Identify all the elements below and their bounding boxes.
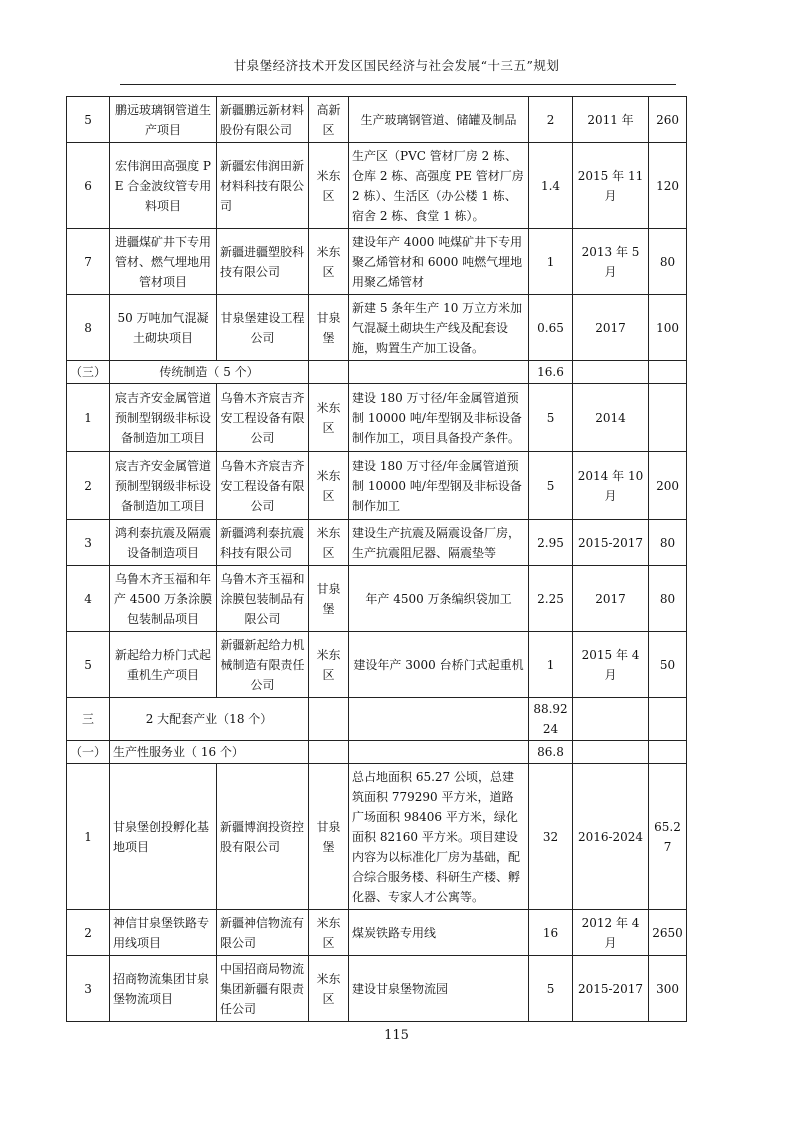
cell-location xyxy=(309,741,349,764)
cell-no: 3 xyxy=(67,956,110,1022)
cell-time: 2017 xyxy=(573,295,649,361)
cell-content xyxy=(349,361,529,384)
cell-company: 新疆鸿利泰抗震科技有限公司 xyxy=(217,520,309,566)
cell-area xyxy=(649,384,687,452)
cell-investment: 2.95 xyxy=(529,520,573,566)
cell-project-name: 乌鲁木齐玉福和年产 4500 万条涂膜包装制品项目 xyxy=(110,566,217,632)
cell-project-name: 神信甘泉堡铁路专用线项目 xyxy=(110,910,217,956)
table-row xyxy=(67,229,687,295)
cell-area: 300 xyxy=(649,956,687,1022)
cell-no: 5 xyxy=(67,632,110,698)
cell-project-name: 新起给力桥门式起重机生产项目 xyxy=(110,632,217,698)
cell-time xyxy=(573,361,649,384)
cell-investment: 5 xyxy=(529,384,573,452)
cell-time: 2011 年 xyxy=(573,97,649,143)
cell-content: 建设年产 3000 台桥门式起重机 xyxy=(349,632,529,698)
table-row xyxy=(67,520,687,566)
cell-investment: 5 xyxy=(529,956,573,1022)
cell-investment: 1.4 xyxy=(529,143,573,229)
cell-area: 80 xyxy=(649,566,687,632)
cell-no: 4 xyxy=(67,566,110,632)
cell-location: 米东区 xyxy=(309,384,349,452)
cell-company: 甘泉堡建设工程公司 xyxy=(217,295,309,361)
cell-investment: 2.25 xyxy=(529,566,573,632)
cell-time: 2014 xyxy=(573,384,649,452)
cell-company: 新疆博润投资控股有限公司 xyxy=(217,764,309,910)
page-header-title: 甘泉堡经济技术开发区国民经济与社会发展“十三五”规划 xyxy=(233,58,560,73)
cell-area: 65.27 xyxy=(649,764,687,910)
section-number: （一） xyxy=(67,741,110,764)
cell-company: 新疆进疆塑胶科技有限公司 xyxy=(217,229,309,295)
cell-investment: 2 xyxy=(529,97,573,143)
cell-location: 米东区 xyxy=(309,910,349,956)
cell-content: 新建 5 条年生产 10 万立方米加气混凝土砌块生产线及配套设施，购置生产加工设备。 xyxy=(349,295,529,361)
cell-area: 2650 xyxy=(649,910,687,956)
cell-time: 2015 年 4 月 xyxy=(573,632,649,698)
cell-location: 米东区 xyxy=(309,956,349,1022)
cell-no: 5 xyxy=(67,97,110,143)
cell-no: 1 xyxy=(67,384,110,452)
cell-location: 米东区 xyxy=(309,229,349,295)
cell-company: 乌鲁木齐宸吉齐安工程设备有限公司 xyxy=(217,452,309,520)
cell-area: 50 xyxy=(649,632,687,698)
cell-no: 7 xyxy=(67,229,110,295)
cell-no: 1 xyxy=(67,764,110,910)
section-investment: 86.8 xyxy=(529,741,573,764)
cell-company: 乌鲁木齐宸吉齐安工程设备有限公司 xyxy=(217,384,309,452)
section-row xyxy=(67,698,687,741)
cell-time: 2015 年 11 月 xyxy=(573,143,649,229)
cell-location: 甘泉堡 xyxy=(309,566,349,632)
cell-time xyxy=(573,741,649,764)
cell-content: 建设甘泉堡物流园 xyxy=(349,956,529,1022)
cell-area: 80 xyxy=(649,229,687,295)
cell-location: 甘泉堡 xyxy=(309,295,349,361)
section-title: 生产性服务业（ 16 个） xyxy=(110,741,309,764)
cell-content: 建设 180 万寸径/年金属管道预制 10000 吨/年型钢及非标设备制作加工，项目具备投产条件。 xyxy=(349,384,529,452)
cell-investment: 5 xyxy=(529,452,573,520)
cell-area: 100 xyxy=(649,295,687,361)
cell-project-name: 50 万吨加气混凝土砌块项目 xyxy=(110,295,217,361)
cell-project-name: 甘泉堡创投孵化基地项目 xyxy=(110,764,217,910)
cell-content: 煤炭铁路专用线 xyxy=(349,910,529,956)
cell-area xyxy=(649,361,687,384)
cell-content xyxy=(349,698,529,741)
cell-time: 2015-2017 xyxy=(573,520,649,566)
cell-investment: 16 xyxy=(529,910,573,956)
cell-company: 新疆鹏远新材料股份有限公司 xyxy=(217,97,309,143)
cell-investment: 1 xyxy=(529,632,573,698)
cell-no: 2 xyxy=(67,452,110,520)
cell-project-name: 宸吉齐安金属管道预制型钢级非标设备制造加工项目 xyxy=(110,384,217,452)
cell-area xyxy=(649,698,687,741)
cell-location: 高新区 xyxy=(309,97,349,143)
table-row xyxy=(67,452,687,520)
page-number: 115 xyxy=(384,1028,409,1043)
cell-content: 建设 180 万寸径/年金属管道预制 10000 吨/年型钢及非标设备制作加工 xyxy=(349,452,529,520)
table-row xyxy=(67,295,687,361)
section-row xyxy=(67,361,687,384)
cell-time xyxy=(573,698,649,741)
cell-location: 米东区 xyxy=(309,452,349,520)
cell-project-name: 宸吉齐安金属管道预制型钢级非标设备制造加工项目 xyxy=(110,452,217,520)
cell-location xyxy=(309,698,349,741)
section-number: （三） xyxy=(67,361,110,384)
section-title: 传统制造（ 5 个） xyxy=(110,361,309,384)
cell-time: 2013 年 5 月 xyxy=(573,229,649,295)
table-row xyxy=(67,143,687,229)
cell-no: 2 xyxy=(67,910,110,956)
cell-investment: 0.65 xyxy=(529,295,573,361)
cell-project-name: 鹏远玻璃钢管道生产项目 xyxy=(110,97,217,143)
cell-content: 年产 4500 万条编织袋加工 xyxy=(349,566,529,632)
cell-no: 8 xyxy=(67,295,110,361)
cell-project-name: 宏伟润田高强度 PE 合金波纹管专用料项目 xyxy=(110,143,217,229)
cell-company: 中国招商局物流集团新疆有限责任公司 xyxy=(217,956,309,1022)
cell-company: 乌鲁木齐玉福和涂膜包装制品有限公司 xyxy=(217,566,309,632)
table-row xyxy=(67,632,687,698)
header-divider xyxy=(120,84,676,85)
cell-content: 建设生产抗震及隔震设备厂房，生产抗震阻尼器、隔震垫等 xyxy=(349,520,529,566)
table-row xyxy=(67,910,687,956)
cell-no: 3 xyxy=(67,520,110,566)
cell-area xyxy=(649,741,687,764)
table-row xyxy=(67,384,687,452)
cell-location: 米东区 xyxy=(309,632,349,698)
cell-content: 生产玻璃钢管道、储罐及制品 xyxy=(349,97,529,143)
cell-content: 总占地面积 65.27 公顷，总建筑面积 779290 平方米，道路广场面积 98406 平方米，绿化面积 82160 平方米。项目建设内容为以标准化厂房为基础，配合综合服务楼、科研生产楼、孵化器、专家人才公寓等。 xyxy=(349,764,529,910)
table-row xyxy=(67,566,687,632)
cell-time: 2012 年 4 月 xyxy=(573,910,649,956)
cell-location: 米东区 xyxy=(309,143,349,229)
cell-company: 新疆神信物流有限公司 xyxy=(217,910,309,956)
project-table xyxy=(66,96,687,1022)
cell-area: 120 xyxy=(649,143,687,229)
cell-content: 建设年产 4000 吨煤矿井下专用聚乙烯管材和 6000 吨燃气埋地用聚乙烯管材 xyxy=(349,229,529,295)
cell-investment: 32 xyxy=(529,764,573,910)
cell-no: 6 xyxy=(67,143,110,229)
cell-company: 新疆宏伟润田新材料科技有限公司 xyxy=(217,143,309,229)
cell-project-name: 进疆煤矿井下专用管材、燃气埋地用管材项目 xyxy=(110,229,217,295)
cell-area: 200 xyxy=(649,452,687,520)
table-row xyxy=(67,97,687,143)
table-row xyxy=(67,956,687,1022)
cell-time: 2015-2017 xyxy=(573,956,649,1022)
cell-area: 260 xyxy=(649,97,687,143)
section-row xyxy=(67,741,687,764)
cell-project-name: 鸿利泰抗震及隔震设备制造项目 xyxy=(110,520,217,566)
section-title: 2 大配套产业（18 个） xyxy=(110,698,309,741)
cell-investment: 1 xyxy=(529,229,573,295)
cell-company: 新疆新起给力机械制造有限责任公司 xyxy=(217,632,309,698)
cell-location: 甘泉堡 xyxy=(309,764,349,910)
cell-area: 80 xyxy=(649,520,687,566)
section-number: 三 xyxy=(67,698,110,741)
cell-time: 2016-2024 xyxy=(573,764,649,910)
cell-time: 2014 年 10 月 xyxy=(573,452,649,520)
cell-location: 米东区 xyxy=(309,520,349,566)
cell-location xyxy=(309,361,349,384)
cell-content: 生产区（PVC 管材厂房 2 栋、仓库 2 栋、高强度 PE 管材厂房 2 栋）、生活区（办公楼 1 栋、宿舍 2 栋、食堂 1 栋）。 xyxy=(349,143,529,229)
table-row xyxy=(67,764,687,910)
cell-project-name: 招商物流集团甘泉堡物流项目 xyxy=(110,956,217,1022)
section-investment: 88.9224 xyxy=(529,698,573,741)
cell-time: 2017 xyxy=(573,566,649,632)
cell-content xyxy=(349,741,529,764)
section-investment: 16.6 xyxy=(529,361,573,384)
